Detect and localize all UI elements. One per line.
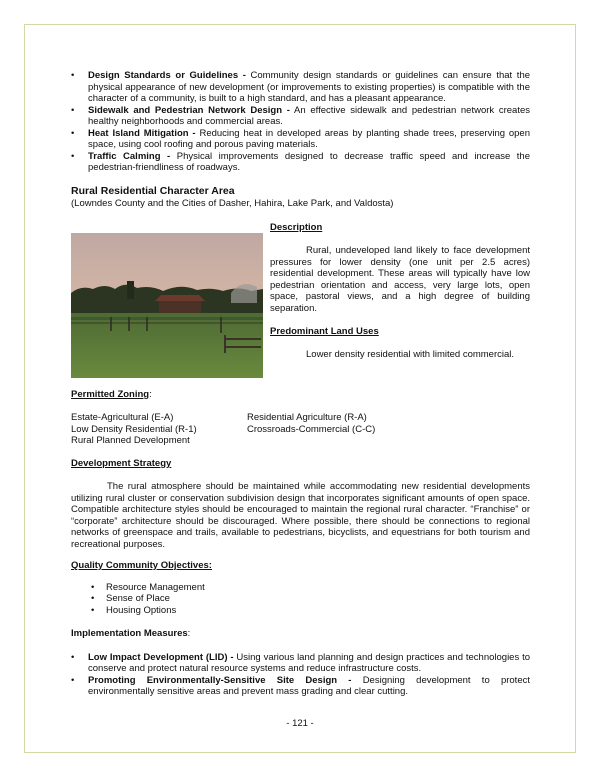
land-uses-text: Lower density residential with limited commercial.: [306, 348, 515, 360]
section-header: [71, 186, 530, 209]
zoning-heading-colon: :: [149, 389, 152, 400]
objectives-list: [71, 582, 530, 617]
bullet-icon: •: [71, 150, 75, 162]
list-item: [91, 582, 530, 594]
zoning-heading: Permitted Zoning: [71, 389, 150, 400]
bullet-title: Traffic Calming -: [88, 150, 171, 162]
bullet-icon: •: [71, 70, 75, 81]
bullet-icon: •: [91, 581, 95, 593]
bullet-text: Reducing heat in developed areas by planting shade trees, preserving open space, using cool roofing and porous paving materials.: [88, 127, 531, 150]
bullet-icon: •: [91, 593, 95, 604]
implementation-section: [71, 628, 530, 698]
bullet-title: Promoting Environmentally-Sensitive Site Design -: [88, 674, 352, 686]
bullet-text: Designing development to protect environmentally sensitive areas and prevent mass grading and clear cutting.: [88, 674, 530, 697]
bullet-title: Heat Island Mitigation -: [88, 127, 196, 139]
bullet-title: Sidewalk and Pedestrian Network Design -: [88, 104, 290, 116]
top-bullet-section: [71, 70, 530, 174]
objectives-heading: Quality Community Objectives:: [71, 560, 212, 571]
implementation-heading-colon: :: [187, 628, 191, 639]
objectives-section: [71, 560, 530, 616]
objective-label: Housing Options: [106, 604, 177, 616]
bullet-icon: •: [91, 604, 95, 616]
page-number: - 121 -: [286, 718, 314, 729]
strategy-section: [71, 458, 530, 550]
list-item: [71, 652, 530, 675]
bullet-icon: •: [71, 651, 75, 663]
description-text: Rural, undeveloped land likely to face development pressures for lower density (one unit per 2.5 acres) residential development. These areas will typically have low pedestrian orientation and access, very large lots, open space, pastoral views, and a high degree of building separation.: [270, 245, 530, 314]
implementation-heading: Implementation Measures: [71, 628, 188, 639]
zoning-item: Residential Agriculture (R-A): [247, 412, 367, 423]
zoning-section: [71, 389, 530, 447]
description-heading: Description: [270, 222, 323, 233]
list-item: [71, 70, 530, 105]
bullet-icon: •: [71, 104, 75, 116]
bullet-text: Using various land planning and design practices and technologies to conserve and protect natural resource systems and reduce infrastructure costs.: [88, 651, 531, 674]
objective-label: Resource Management: [106, 581, 205, 593]
design-tools-list: [71, 70, 530, 174]
strategy-heading: Development Strategy: [71, 458, 172, 469]
list-item: [71, 128, 530, 151]
objective-label: Sense of Place: [106, 593, 170, 604]
zoning-item: Crossroads-Commercial (C-C): [247, 423, 376, 435]
zoning-item: Rural Planned Development: [71, 435, 190, 446]
list-item: [71, 151, 530, 174]
bullet-title: Low Impact Development (LID) -: [88, 651, 234, 663]
section-subtitle: (Lowndes County and the Cities of Dasher, Hahira, Lake Park, and Valdosta): [71, 197, 394, 209]
land-uses-heading: Predominant Land Uses: [270, 325, 379, 337]
list-item: [71, 105, 530, 128]
section-title: Rural Residential Character Area: [71, 185, 235, 197]
zoning-item: Low Density Residential (R-1): [71, 423, 197, 435]
bullet-icon: •: [71, 674, 75, 686]
list-item: [91, 593, 530, 605]
zoning-table: [71, 412, 530, 447]
bullet-text: An effective sidewalk and pedestrian network creates healthy neighborhoods and commercial areas.: [88, 104, 531, 127]
description-column: [270, 222, 530, 360]
zoning-item: Estate-Agricultural (E-A): [71, 412, 174, 423]
implementation-list: [71, 652, 530, 698]
bullet-text: Physical improvements designed to decrease traffic speed and increase the pedestrian-friendliness of roadways.: [88, 150, 530, 173]
bullet-icon: •: [71, 127, 75, 139]
rural-landscape-photo: [71, 233, 263, 378]
list-item: [71, 675, 530, 698]
strategy-text: The rural atmosphere should be maintained while accommodating new residential developments utilizing rural cluster or conservation subdivision design that incorporates significant amounts of open space. Compatible architecture styles should be encouraged to maintain the regional rural character. “Franchise” or “corporate” architecture should be discouraged. Where possible, there should be connections to regional networks of greenspace and trails, available to pedestrians, bicyclists, and equestrians for both tourism and recreational purposes.: [71, 481, 530, 550]
bullet-text: Community design standards or guidelines can ensure that the physical appearance of new development (or improvements to existing properties) is compatible with the character of a community, is built to a high standard, and has a pleasant appearance.: [88, 70, 531, 104]
list-item: [91, 605, 530, 617]
bullet-title: Design Standards or Guidelines -: [88, 70, 246, 81]
